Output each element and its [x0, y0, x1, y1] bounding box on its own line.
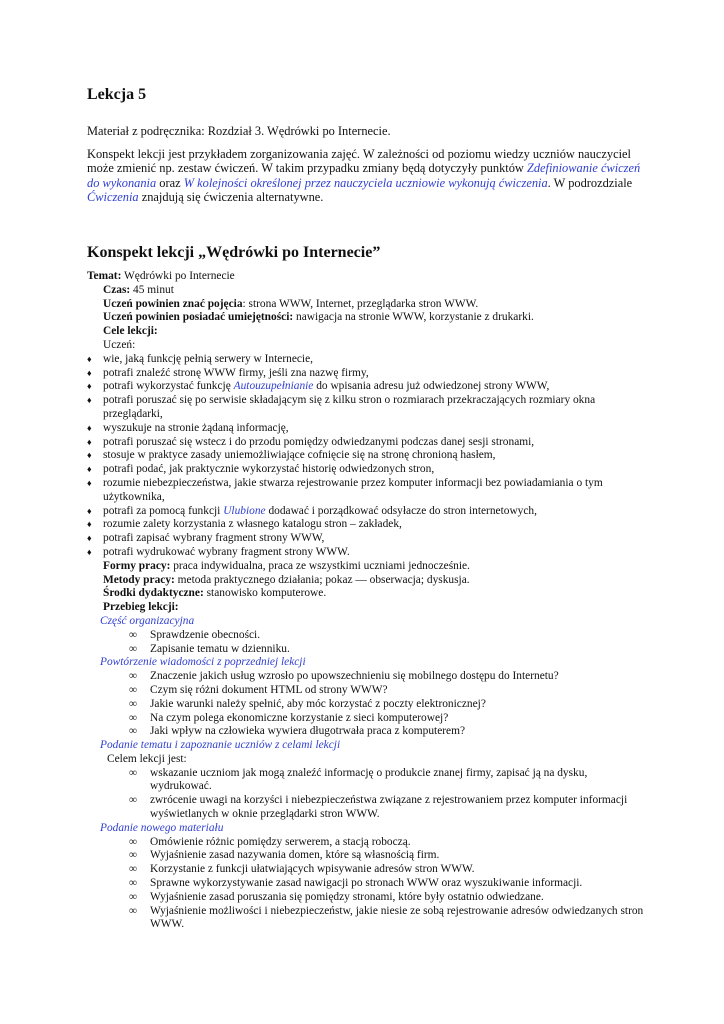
goals-label: Cele lekcji:	[103, 325, 158, 338]
skills-label: Uczeń powinien posiadać umiejętności:	[103, 311, 294, 324]
goal-text: dodawać i porządkować odsyłacze do stron internetowych,	[265, 504, 537, 517]
section-item-text: zwrócenie uwagi na korzyści i niebezpieczeństwa związane z rejestrowaniem przez komputer informacji wyświetlanych w oknie przeglądarki stron WWW.	[150, 794, 628, 821]
section-item	[87, 725, 647, 739]
infinity-bullet-icon: ∞	[129, 877, 138, 890]
infinity-bullet-icon: ∞	[129, 794, 138, 807]
diamond-bullet-icon: ♦	[87, 436, 92, 447]
skills-value: nawigacja na stronie WWW, korzystanie z drukarki.	[293, 311, 534, 324]
section-item	[87, 629, 647, 643]
section-lead: Celem lekcji jest:	[107, 752, 187, 765]
topic-line	[87, 270, 647, 284]
goal-item	[87, 422, 647, 436]
goal-text: wyszukuje na stronie żądaną informację,	[103, 421, 289, 434]
section-item	[87, 877, 647, 891]
section-item-text: Wyjaśnienie zasad nazywania domen, które są własnością firm.	[150, 849, 440, 862]
diamond-bullet-icon: ♦	[87, 353, 92, 364]
goal-item	[87, 449, 647, 463]
goal-item	[87, 380, 647, 394]
section-item	[87, 891, 647, 905]
link-exercises[interactable]: Ćwiczenia	[87, 190, 139, 204]
goal-text: stosuje w praktyce zasady uniemożliwiające cofnięcie się na stronę chronioną hasłem,	[103, 449, 496, 462]
means-value: stanowisko komputerowe.	[203, 587, 327, 600]
link-define-exercises[interactable]: Zdefiniowanie ćwiczeń do wykonania	[87, 161, 641, 190]
goal-text: potrafi znaleźć stronę WWW firmy, jeśli zna nazwę firmy,	[103, 366, 369, 379]
section-item	[87, 712, 647, 726]
infinity-bullet-icon: ∞	[129, 863, 138, 876]
goal-item	[87, 353, 647, 367]
section-item	[87, 849, 647, 863]
outline-title: Konspekt lekcji „Wędrówki po Internecie”	[87, 244, 381, 261]
intro-paragraph	[87, 147, 643, 205]
goal-item	[87, 532, 647, 546]
goal-item	[87, 505, 647, 519]
feature-link[interactable]: Autouzupełnianie	[233, 380, 314, 393]
goals-heading	[87, 325, 647, 339]
section-title[interactable]: Część organizacyjna	[100, 614, 195, 627]
section-item	[87, 794, 647, 822]
goal-text: do wpisania adresu już odwiedzonej strony WWW,	[313, 380, 550, 393]
section-item	[87, 643, 647, 657]
section-item	[87, 836, 647, 850]
intro-text: znajdują się ćwiczenia alternatywne.	[138, 190, 324, 204]
diamond-bullet-icon: ♦	[87, 450, 92, 461]
topic-label: Temat:	[87, 270, 122, 282]
means-label: Środki dydaktyczne:	[103, 587, 204, 600]
student-label: Uczeń:	[103, 338, 136, 351]
goal-text: rozumie niebezpieczeństwa, jakie stwarza rejestrowanie przez komputer informacji bez powiadamiania o tym użytkownika,	[103, 476, 603, 503]
goal-item	[87, 477, 647, 505]
diamond-bullet-icon: ♦	[87, 519, 92, 530]
diamond-bullet-icon: ♦	[87, 546, 92, 557]
time-line	[87, 284, 647, 298]
diamond-bullet-icon: ♦	[87, 395, 92, 406]
infinity-bullet-icon: ∞	[129, 766, 138, 779]
goal-text: rozumie zalety korzystania z własnego katalogu stron – zakładek,	[103, 518, 402, 531]
section-item	[87, 670, 647, 684]
diamond-bullet-icon: ♦	[87, 367, 92, 378]
section-item-text: Zapisanie tematu w dzienniku.	[150, 642, 290, 655]
infinity-bullet-icon: ∞	[129, 849, 138, 862]
course-label: Przebieg lekcji:	[103, 601, 179, 614]
goal-text: potrafi zapisać wybrany fragment strony WWW,	[103, 532, 325, 545]
section-title[interactable]: Podanie nowego materiału	[100, 821, 224, 834]
goal-item	[87, 436, 647, 450]
goal-text: potrafi wykorzystać funkcję	[103, 380, 234, 393]
forms-label: Formy pracy:	[103, 559, 171, 572]
goal-text: potrafi poruszać się po serwisie składającym się z kilku stron o rozmiarach przekraczających rozmiary okna przeglądarki,	[103, 394, 596, 420]
goal-text: potrafi podać, jak praktycznie wykorzystać historię odwiedzonych stron,	[103, 463, 435, 476]
forms-value: praca indywidualna, praca ze wszystkimi uczniami jednocześnie.	[170, 559, 470, 572]
topic-value: Wędrówki po Internecie	[121, 270, 235, 282]
infinity-bullet-icon: ∞	[129, 670, 138, 683]
section-item	[87, 684, 647, 698]
diamond-bullet-icon: ♦	[87, 381, 92, 392]
lesson-outline	[87, 270, 647, 932]
skills-line	[87, 311, 647, 325]
methods-value: metoda praktycznego działania; pokaz — obserwacja; dyskusja.	[174, 573, 470, 586]
intro-text: Konspekt lekcji jest przykładem zorganizowania zajęć. W zależności od poziomu wiedzy uczniów nauczyciel może zmienić np. zestaw ćwiczeń. W takim przypadku zmiany będą dotyczyły punktów	[87, 146, 631, 175]
goal-text: potrafi za pomocą funkcji	[103, 504, 224, 517]
infinity-bullet-icon: ∞	[129, 835, 138, 848]
goal-item	[87, 518, 647, 532]
forms-line	[87, 560, 647, 574]
lesson-title: Lekcja 5	[87, 86, 147, 103]
section-item-text: Korzystanie z funkcji ułatwiających wpisywanie adresów stron WWW.	[150, 863, 475, 876]
section-item	[87, 698, 647, 712]
methods-line	[87, 574, 647, 588]
concepts-line	[87, 298, 647, 312]
section-item	[87, 863, 647, 877]
section-item	[87, 905, 647, 933]
section-title[interactable]: Powtórzenie wiadomości z poprzedniej lekcji	[100, 656, 306, 669]
material-line: Materiał z podręcznika: Rozdział 3. Wędrówki po Internecie.	[87, 124, 391, 138]
course-heading	[87, 601, 647, 615]
section-item-text: Wyjaśnienie zasad poruszania się pomiędzy stronami, które były ostatnio odwiedzane.	[150, 890, 544, 903]
goal-item	[87, 463, 647, 477]
link-order-exercises[interactable]: W kolejności określonej przez nauczyciela uczniowie wykonują ćwiczenia	[183, 175, 548, 190]
diamond-bullet-icon: ♦	[87, 464, 92, 475]
means-line	[87, 587, 647, 601]
section-item-text: Znaczenie jakich usług wzrosło po upowszechnieniu się mobilnego dostępu do Internetu?	[150, 670, 559, 683]
infinity-bullet-icon: ∞	[129, 711, 138, 724]
infinity-bullet-icon: ∞	[129, 904, 138, 917]
goal-item	[87, 367, 647, 381]
section-title[interactable]: Podanie tematu i zapoznanie uczniów z celami lekcji	[100, 739, 341, 752]
goal-item	[87, 394, 647, 422]
goal-text: potrafi wydrukować wybrany fragment strony WWW.	[103, 545, 350, 558]
infinity-bullet-icon: ∞	[129, 725, 138, 738]
feature-link[interactable]: Ulubione	[223, 504, 266, 517]
section-item-text: wskazanie uczniom jak mogą znaleźć informację o produkcie znanej firmy, zapisać ją na dysku, wydrukować.	[150, 766, 588, 793]
infinity-bullet-icon: ∞	[129, 628, 138, 641]
section-item-text: Sprawne wykorzystywanie zasad nawigacji po stronach WWW oraz wyszukiwanie informacji.	[150, 877, 583, 890]
infinity-bullet-icon: ∞	[129, 642, 138, 655]
course-sections	[87, 615, 647, 932]
concepts-value: : strona WWW, Internet, przeglądarka stron WWW.	[242, 297, 479, 310]
intro-text: oraz	[156, 175, 184, 190]
diamond-bullet-icon: ♦	[87, 533, 92, 544]
diamond-bullet-icon: ♦	[87, 422, 92, 433]
section-item-text: Na czym polega ekonomiczne korzystanie z sieci komputerowej?	[150, 711, 449, 724]
infinity-bullet-icon: ∞	[129, 890, 138, 903]
goal-text: wie, jaką funkcję pełnią serwery w Internecie,	[103, 352, 313, 365]
goals-list	[87, 353, 647, 560]
intro-text: . W podrozdziale	[547, 175, 633, 190]
section-item-text: Czym się różni dokument HTML od strony WWW?	[150, 683, 388, 696]
section-item-text: Sprawdzenie obecności.	[150, 628, 261, 641]
goal-item	[87, 546, 647, 560]
infinity-bullet-icon: ∞	[129, 697, 138, 710]
goal-text: potrafi poruszać się wstecz i do przodu pomiędzy odwiedzanymi podczas danej sesji stronami,	[103, 435, 535, 448]
section-item-text: Omówienie różnic pomiędzy serwerem, a stacją roboczą.	[150, 835, 411, 848]
intro-section	[87, 124, 643, 213]
section-item	[87, 767, 647, 795]
concepts-label: Uczeń powinien znać pojęcia	[103, 297, 243, 310]
diamond-bullet-icon: ♦	[87, 505, 92, 516]
infinity-bullet-icon: ∞	[129, 683, 138, 696]
section-item-text: Jakie warunki należy spełnić, aby móc korzystać z poczty elektronicznej?	[150, 697, 486, 710]
time-value: 45 minut	[130, 283, 174, 296]
methods-label: Metody pracy:	[103, 573, 175, 586]
diamond-bullet-icon: ♦	[87, 477, 92, 488]
section-item-text: Wyjaśnienie możliwości i niebezpieczeństw, jakie niesie ze sobą rejestrowanie adresów odwiedzanych stron WWW.	[150, 904, 644, 931]
section-item-text: Jaki wpływ na człowieka wywiera długotrwała praca z komputerem?	[150, 725, 466, 738]
time-label: Czas:	[103, 283, 131, 296]
